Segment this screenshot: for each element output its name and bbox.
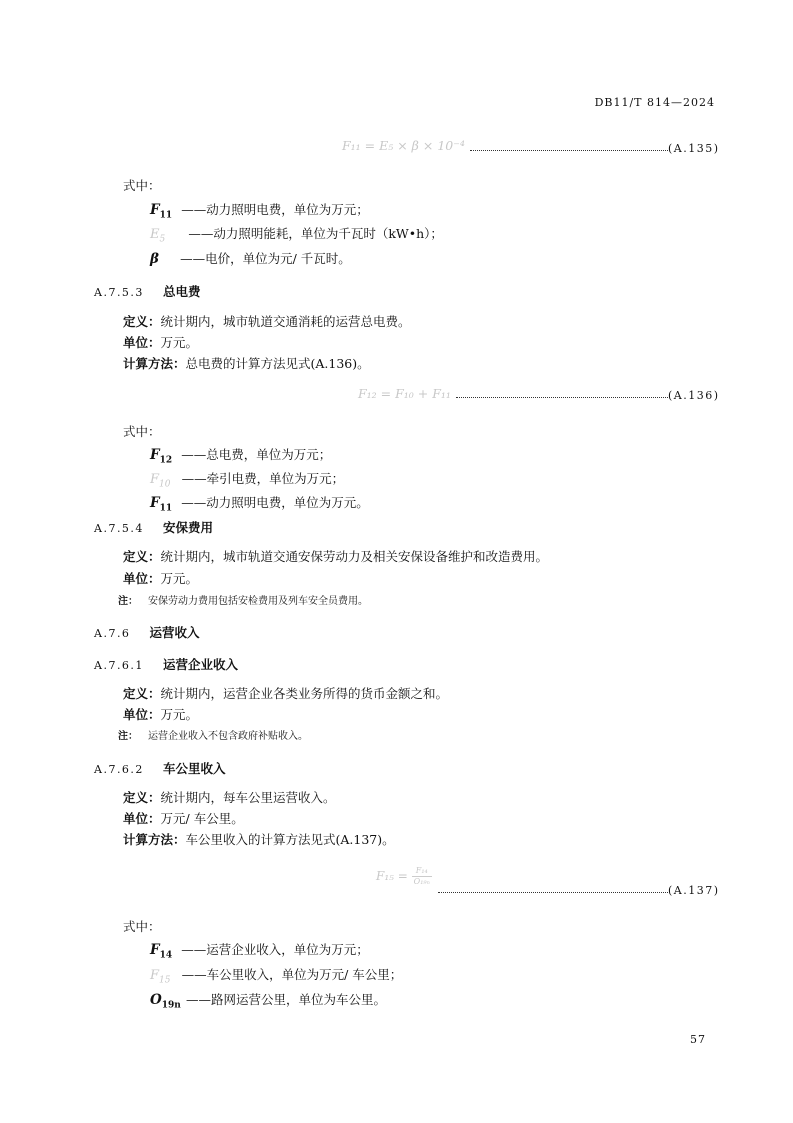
symbol-o19n: $O_{19n}$ — [150, 992, 181, 1011]
section-heading: A.7.5.4 安保费用 — [94, 520, 214, 535]
symbol-f14: $F_{14}$ — [150, 942, 173, 961]
symbol-f12: $F_{12}$ — [150, 447, 173, 466]
symbol-f10: $F_{10}$ — [150, 472, 171, 490]
calc-method-line: 计算方法：车公里收入的计算方法见式(A.137)。 — [123, 832, 395, 847]
symbol-beta: β — [150, 251, 159, 267]
equation-number-a137: (A.137) — [668, 884, 720, 897]
symbol-definition: $F_{15}$ ——车公里收入，单位为万元/ 车公里； — [150, 967, 403, 986]
note-line: 注： 运营企业收入不包含政府补贴收入。 — [118, 731, 308, 742]
equation-a137: F₁₅ = $\frac{\text{F₁₄}}{\text{O₁₉ₙ}}$ — [376, 866, 430, 886]
section-heading: A.7.6.2 车公里收入 — [94, 761, 226, 776]
fraction: $\frac{\text{F₁₄}}{\text{O₁₉ₙ}}$ — [413, 866, 430, 886]
symbol-f15: $F_{15}$ — [150, 968, 171, 986]
definition-line: 定义：统计期内，城市轨道交通安保劳动力及相关安保设备维护和改造费用。 — [123, 549, 549, 564]
definition-line: 定义：统计期内，每车公里运营收入。 — [123, 790, 336, 805]
equation-a135: F₁₁ = E₅ × β × 10⁻⁴ — [342, 138, 465, 153]
unit-line: 单位：万元。 — [123, 707, 199, 722]
note-line: 注： 安保劳动力费用包括安检费用及列车安全员费用。 — [118, 596, 368, 607]
unit-line: 单位：万元。 — [123, 571, 199, 586]
section-heading: A.7.5.3 总电费 — [94, 284, 201, 299]
unit-line: 单位：万元/ 车公里。 — [123, 811, 244, 826]
where-label: 式中： — [123, 919, 161, 934]
symbol-definition: $F_{11}$ ——动力照明电费，单位为万元； — [150, 202, 369, 221]
definition-line: 定义：统计期内，城市轨道交通消耗的运营总电费。 — [123, 314, 411, 329]
symbol-definition: $F_{10}$ ——牵引电费，单位为万元； — [150, 471, 345, 490]
equation-a136: F₁₂ = F₁₀ + F₁₁ — [358, 386, 451, 401]
leader-dots — [438, 891, 668, 893]
symbol-definition: $O_{19n}$ ——路网运营公里，单位为车公里。 — [150, 992, 386, 1011]
symbol-definition: $F_{14}$ ——运营企业收入，单位为万元； — [150, 942, 369, 961]
calc-method-line: 计算方法：总电费的计算方法见式(A.136)。 — [123, 356, 370, 371]
section-heading: A.7.6 运营收入 — [94, 625, 200, 640]
document-id: DB11/T 814—2024 — [594, 96, 715, 109]
symbol-f11: $F_{11}$ — [150, 495, 173, 514]
symbol-definition: $F_{11}$ ——动力照明电费，单位为万元。 — [150, 495, 369, 514]
equation-number-a136: (A.136) — [668, 389, 720, 402]
where-label: 式中： — [123, 178, 161, 193]
symbol-f11: $F_{11}$ — [150, 202, 173, 221]
equation-number-a135: (A.135) — [668, 142, 720, 155]
symbol-definition: β ——电价，单位为元/ 千瓦时。 — [150, 251, 351, 267]
definition-line: 定义：统计期内，运营企业各类业务所得的货币金额之和。 — [123, 686, 449, 701]
page-number: 57 — [690, 1033, 706, 1046]
section-heading: A.7.6.1 运营企业收入 — [94, 657, 239, 672]
symbol-definition: $F_{12}$ ——总电费，单位为万元； — [150, 447, 332, 466]
leader-dots — [456, 396, 668, 398]
leader-dots — [470, 149, 668, 151]
unit-line: 单位：万元。 — [123, 335, 199, 350]
where-label: 式中： — [123, 424, 161, 439]
symbol-definition: $E_5$ ——动力照明能耗，单位为千瓦时（kW•h）； — [150, 226, 443, 245]
symbol-e5: $E_5$ — [150, 227, 166, 245]
